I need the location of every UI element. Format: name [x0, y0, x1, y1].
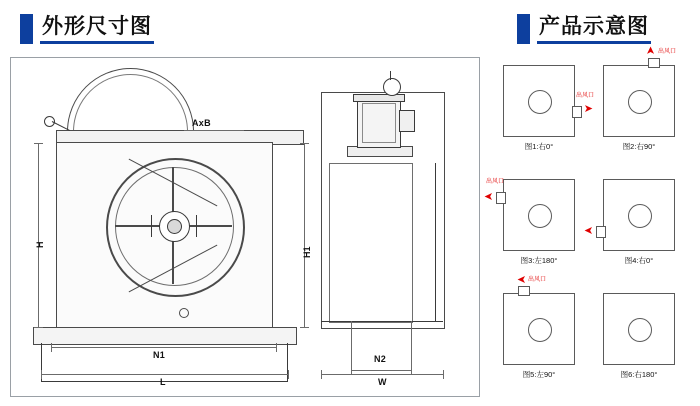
dim-tick-n1-left: [51, 343, 52, 352]
outlet-arrow-up-icon: ➤: [645, 45, 658, 56]
dim-tick-l-left: [41, 370, 42, 379]
dim-tick-l-right: [288, 370, 289, 379]
dim-label-axb: AxB: [192, 118, 211, 128]
inlet-circle-fig4: [628, 204, 652, 228]
dim-tick-n1-right: [276, 343, 277, 352]
accent-bar-right: [517, 14, 530, 44]
dim-label-h1: H1: [302, 246, 312, 258]
caption-fig5: 图5:左90°: [522, 370, 556, 379]
outlet-nub-fig4: [596, 226, 606, 238]
outlet-arrow-left-lower-icon: ➤: [584, 224, 594, 236]
orientation-card-fig6[interactable]: [598, 293, 680, 380]
section-title-right: 产品示意图: [537, 14, 651, 44]
motor-fan-cover: [383, 78, 401, 96]
orientation-card-fig3[interactable]: [484, 179, 580, 266]
motor-terminal-box: [399, 110, 415, 132]
side-base-line: [321, 321, 443, 322]
motor-cooling-fins: [362, 103, 396, 143]
outlet-nub-fig5: [518, 286, 530, 296]
dim-label-w: W: [378, 377, 387, 387]
orientation-card-fig4[interactable]: [584, 179, 680, 266]
outlet-arrow-right-icon: ➤: [583, 103, 593, 115]
orientation-card-fig5[interactable]: [498, 273, 580, 380]
unit-outline-fig4: [584, 179, 675, 251]
caption-fig6: 图6:右180°: [620, 370, 658, 379]
hub-bracket-right: [196, 215, 197, 237]
dim-ext-n2-left: [351, 321, 352, 371]
caption-fig1: 图1:右0°: [524, 142, 554, 151]
caption-fig2: 图2:右90°: [622, 142, 656, 151]
unit-outline-fig3: [484, 179, 575, 251]
motor-top-cap: [353, 94, 405, 102]
inlet-circle-fig1: [528, 90, 552, 114]
section-header-left: [20, 14, 154, 44]
dim-tick-h-top: [34, 143, 43, 144]
inlet-circle-fig6: [628, 318, 652, 342]
dim-line-l: [41, 374, 288, 375]
unit-outline-fig2: [603, 45, 677, 137]
caption-fig4: 图4:右0°: [624, 256, 654, 265]
orientation-card-fig1[interactable]: [498, 65, 594, 152]
unit-outline-fig1: [503, 65, 594, 137]
caption-fig3: 图3:左180°: [520, 256, 558, 265]
motor-shaft: [390, 71, 391, 80]
dim-label-h: H: [35, 241, 45, 248]
orientation-card-fig2[interactable]: [598, 45, 680, 152]
dim-line-h: [38, 143, 39, 328]
dim-line-n1: [51, 347, 276, 348]
dim-label-n1: N1: [153, 350, 166, 360]
inlet-circle-fig2: [628, 90, 652, 114]
orientation-diagrams: [484, 45, 690, 397]
hub-bracket-left: [151, 215, 152, 237]
outlet-text-fig1: 出风口: [575, 93, 594, 99]
dim-leader-axb: [184, 130, 244, 131]
base-plate: [33, 327, 297, 345]
section-title-left: 外形尺寸图: [40, 14, 154, 44]
dim-line-h1: [304, 143, 305, 327]
accent-bar-left: [20, 14, 33, 44]
inspection-port: [179, 308, 189, 318]
inlet-circle-fig3: [528, 204, 552, 228]
machine-side-inner-frame: [329, 163, 413, 323]
section-header-right: [517, 14, 651, 44]
impeller-hub-inner: [167, 219, 182, 234]
unit-outline-fig5: [503, 273, 575, 365]
dim-tick-h1-top: [300, 143, 309, 144]
dim-tick-w-right: [443, 370, 444, 379]
side-panel-edge: [435, 163, 436, 321]
outline-dimension-drawing: [10, 57, 480, 397]
outlet-text-fig5: 出风口: [528, 277, 547, 283]
inlet-circle-fig5: [528, 318, 552, 342]
outlet-text-fig3: 出风口: [486, 179, 505, 185]
outlet-nub-fig1: [572, 106, 582, 118]
outlet-arrow-left-icon: ➤: [484, 190, 494, 202]
dim-label-l: L: [160, 377, 166, 387]
dim-line-w: [321, 374, 443, 375]
outlet-nub-fig2: [648, 58, 660, 68]
dim-line-n2: [351, 370, 411, 371]
dim-label-n2: N2: [374, 354, 387, 364]
dim-tick-w-left: [321, 370, 322, 379]
dim-tick-h-bottom: [34, 327, 43, 328]
dim-tick-h1-bottom: [300, 327, 309, 328]
outlet-arrow-up-left-icon: ➤: [517, 273, 527, 285]
outlet-nub-fig3: [496, 192, 506, 204]
dim-ext-n2-right: [411, 321, 412, 371]
unit-outline-fig6: [603, 293, 675, 365]
outlet-text-fig2: 出风口: [658, 49, 677, 55]
